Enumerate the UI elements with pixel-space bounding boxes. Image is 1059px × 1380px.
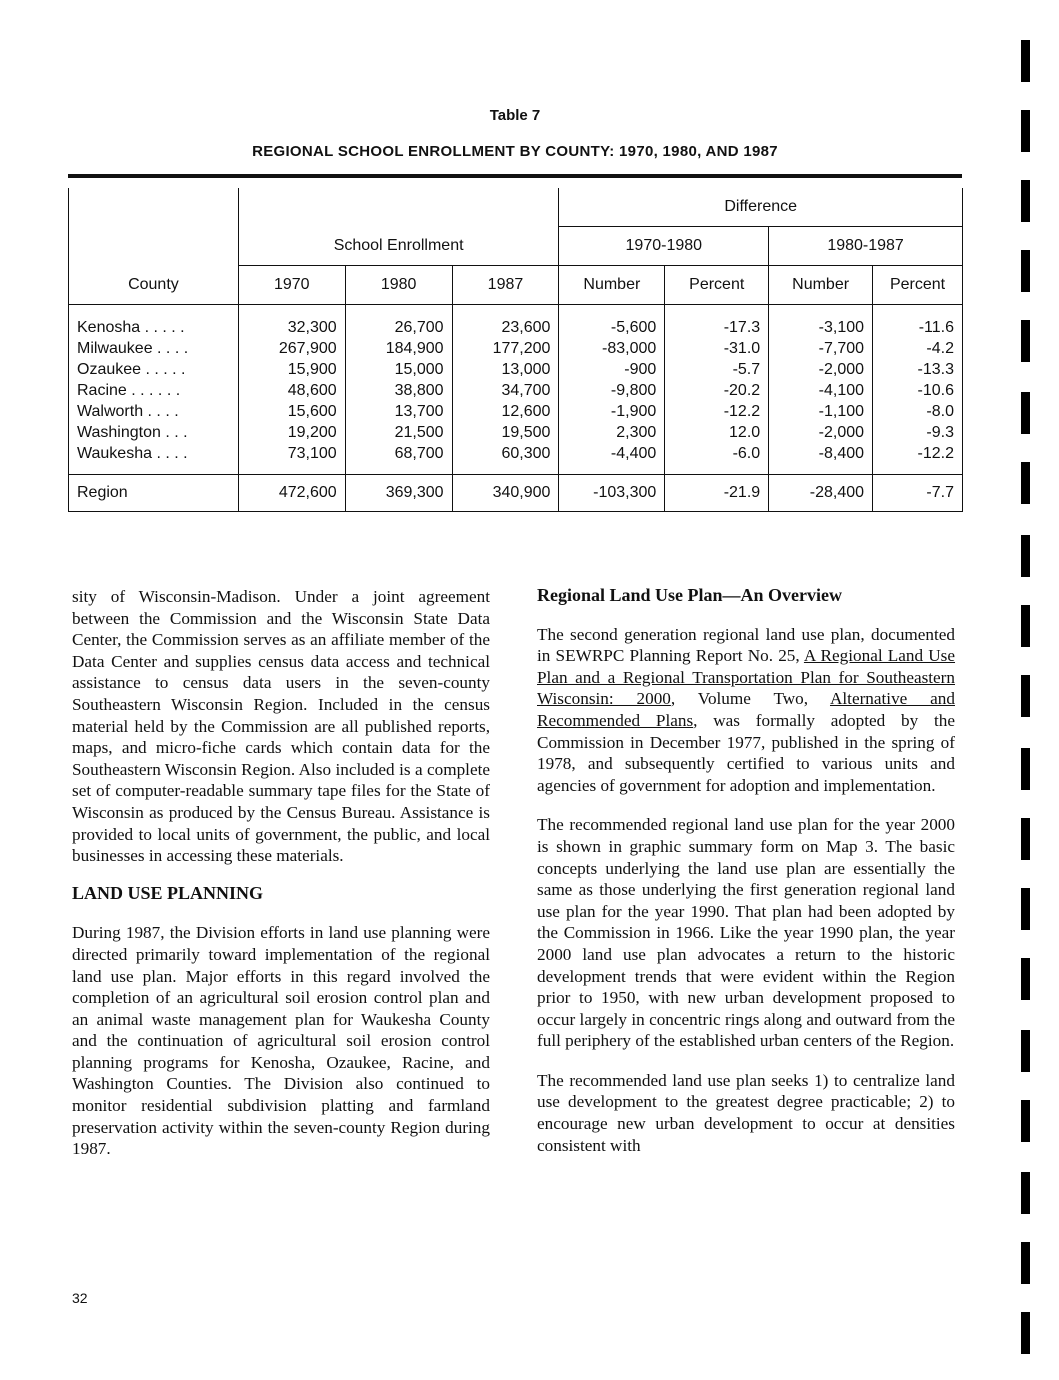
cell: -9,800 <box>559 380 665 401</box>
cell: -17.3 <box>665 317 769 338</box>
cell: -1,100 <box>769 401 873 422</box>
cell: 19,200 <box>238 422 345 443</box>
cell: -4.2 <box>873 338 963 359</box>
table-row <box>69 401 963 422</box>
cell: 472,600 <box>238 475 345 512</box>
right-text-column <box>537 585 955 1156</box>
header-percent-2: Percent <box>873 266 963 305</box>
table-title: Table 7 <box>489 107 541 124</box>
region-total-row <box>69 475 963 512</box>
header-number-2: Number <box>769 266 873 305</box>
cell: -7,700 <box>769 338 873 359</box>
cell: -20.2 <box>665 380 769 401</box>
cell: -4,400 <box>559 443 665 464</box>
cell: -900 <box>559 359 665 380</box>
left-text-column <box>72 586 490 1160</box>
paragraph: During 1987, the Division efforts in land use planning were directed primarily toward implementation of the regional land use plan. Major efforts in this regard involved the completion of an agricultural soil erosion control plan and an animal waste management plan for Waukesha County and the continuation of agricultural soil erosion control planning programs for Kenosha, Ozaukee, Racine, and Washington Counties. The Division also continued to monitor residential subdivision platting and farmland preservation activity within the seven-county Region during 1987. <box>72 923 490 1159</box>
cell: -28,400 <box>769 475 873 512</box>
cell: -21.9 <box>665 475 769 512</box>
header-1987: 1987 <box>452 266 559 305</box>
page-number: 32 <box>72 1290 88 1306</box>
cell: -103,300 <box>559 475 665 512</box>
cell: -12.2 <box>665 401 769 422</box>
cell: 34,700 <box>452 380 559 401</box>
table-subtitle: REGIONAL SCHOOL ENROLLMENT BY COUNTY: 1970, 1980, AND 1987 <box>252 143 778 160</box>
cell: -3,100 <box>769 317 873 338</box>
cell: -13.3 <box>873 359 963 380</box>
cell: -10.6 <box>873 380 963 401</box>
header-percent-1: Percent <box>665 266 769 305</box>
county-name: Washington . . . <box>69 422 239 443</box>
cell: -8.0 <box>873 401 963 422</box>
county-name: Waukesha . . . . <box>69 443 239 464</box>
cell: -5,600 <box>559 317 665 338</box>
cell: 38,800 <box>345 380 452 401</box>
cell: 12.0 <box>665 422 769 443</box>
table-row <box>69 317 963 338</box>
paragraph: The recommended regional land use plan for the year 2000 is shown in graphic summary form on Map 3. The basic concepts underlying the land use plan are essentially the same as those underlying the first generation regional land use plan for the year 1990. That plan had been adopted by the Commission in 1966. Like the year 1990 plan, the year 2000 land use plan advocates a return to the historic development trends that were evident within the Region prior to 1950, with new urban development proposed to occur largely in concentric rings along and outward from the full periphery of the established urban centers of the Region. <box>537 815 955 1051</box>
cell: -2,000 <box>769 422 873 443</box>
cell: 340,900 <box>452 475 559 512</box>
header-1980: 1980 <box>345 266 452 305</box>
cell: 60,300 <box>452 443 559 464</box>
paragraph: sity of Wisconsin-Madison. Under a joint agreement between the Commission and the Wisconsin State Data Center, the Commission serves as an affiliate member of the Data Center and supplies census data access and technical assistance to census data users in the seven-county Southeastern Wisconsin Region. Included in the census material held by the Commission are all published reports, maps, and micro-fiche cards which contain data for the Southeastern Wisconsin Region. Also included is a complete set of computer-readable summary tape files for the State of Wisconsin as produced by the Census Bureau. Assistance is provided to local units of government, the public, and local businesses in accessing these materials. <box>72 587 490 866</box>
cell: 2,300 <box>559 422 665 443</box>
cell: -2,000 <box>769 359 873 380</box>
county-name: Racine . . . . . . <box>69 380 239 401</box>
cell: 13,000 <box>452 359 559 380</box>
cell: 267,900 <box>238 338 345 359</box>
cell: -31.0 <box>665 338 769 359</box>
cell: -11.6 <box>873 317 963 338</box>
section-heading-regional-land-use-plan: Regional Land Use Plan—An Overview <box>537 585 843 605</box>
table-row <box>69 338 963 359</box>
table-row <box>69 422 963 443</box>
cell: 184,900 <box>345 338 452 359</box>
county-name: Milwaukee . . . . <box>69 338 239 359</box>
cell: -83,000 <box>559 338 665 359</box>
cell: 32,300 <box>238 317 345 338</box>
section-heading-land-use-planning: LAND USE PLANNING <box>72 882 264 903</box>
county-name: Kenosha . . . . . <box>69 317 239 338</box>
cell: 15,000 <box>345 359 452 380</box>
cell: 68,700 <box>345 443 452 464</box>
cell: -4,100 <box>769 380 873 401</box>
table-row <box>69 443 963 464</box>
cell: -12.2 <box>873 443 963 464</box>
header-1970: 1970 <box>238 266 345 305</box>
header-county: County <box>69 266 239 305</box>
cell: 12,600 <box>452 401 559 422</box>
cell: -9.3 <box>873 422 963 443</box>
county-name: Ozaukee . . . . . <box>69 359 239 380</box>
cell: 15,900 <box>238 359 345 380</box>
cell: 19,500 <box>452 422 559 443</box>
header-period-1980-1987: 1980-1987 <box>769 227 963 266</box>
header-school-enrollment: School Enrollment <box>238 227 559 266</box>
cell: -6.0 <box>665 443 769 464</box>
table-row <box>69 380 963 401</box>
cell: 369,300 <box>345 475 452 512</box>
cell: -5.7 <box>665 359 769 380</box>
table-row <box>69 359 963 380</box>
cell: 48,600 <box>238 380 345 401</box>
cell: 21,500 <box>345 422 452 443</box>
cell: 73,100 <box>238 443 345 464</box>
header-period-1970-1980: 1970-1980 <box>559 227 769 266</box>
cell: 13,700 <box>345 401 452 422</box>
cell: 26,700 <box>345 317 452 338</box>
header-number-1: Number <box>559 266 665 305</box>
header-difference: Difference <box>559 188 963 227</box>
paragraph: The second generation regional land use plan, documented in SEWRPC Planning Report No. 25, A Regional Land Use Plan and a Regional Transportation Plan for Southeastern Wisconsin: 2000, Volume Two, Alternative and Recommended Plans, was formally adopted by the Commission in December 1977, published in the spring of 1978, and subsequently certified to various units and agencies of government for adoption and implementation. <box>537 624 956 795</box>
enrollment-table <box>68 188 963 512</box>
cell: -7.7 <box>873 475 963 512</box>
report-title-link: A Regional Land Use Plan and a Regional Transportation Plan for Southeastern Wisconsin: 2000 <box>537 646 956 709</box>
cell: -8,400 <box>769 443 873 464</box>
region-label: Region <box>69 475 239 512</box>
table-top-rule <box>68 174 962 178</box>
volume-title: Alternative and Recommended Plans <box>537 689 955 730</box>
cell: -1,900 <box>559 401 665 422</box>
cell: 15,600 <box>238 401 345 422</box>
county-name: Walworth . . . . <box>69 401 239 422</box>
cell: 23,600 <box>452 317 559 338</box>
paragraph: The recommended land use plan seeks 1) to centralize land use development to the greatest degree practicable; 2) to encourage new urban development to occur at densities consistent with <box>537 1070 955 1155</box>
cell: 177,200 <box>452 338 559 359</box>
